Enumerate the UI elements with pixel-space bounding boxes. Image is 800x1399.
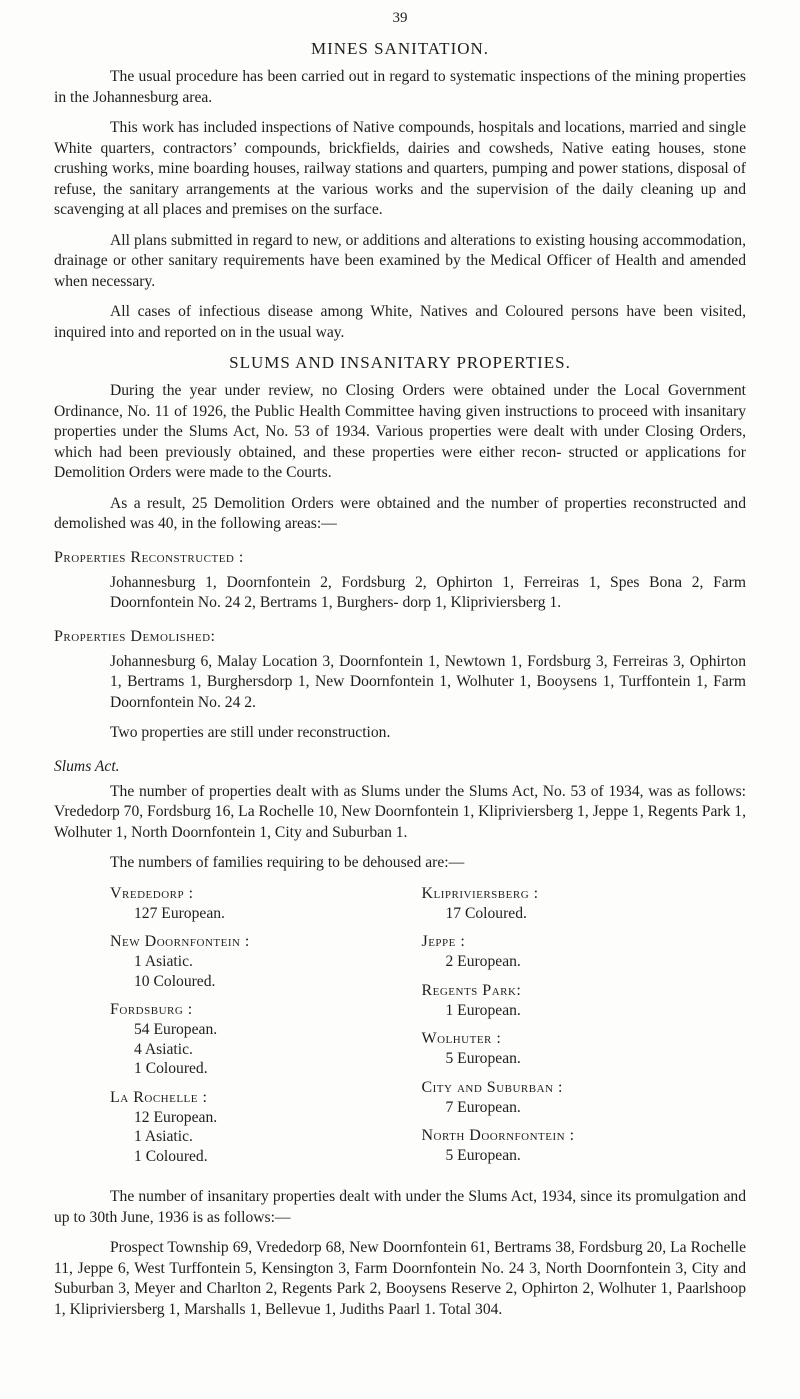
slums-act-paragraph: The number of properties dealt with as Slums under the Slums Act, No. 53 of 1934, was as follows: Vrededorp 70, Fordsburg 16, La Rochelle 10, New Doornfontein 1, Klipriviersberg 1, Jeppe 1, Regents Park 1, Wolhuter 1, North Doornfontein 1, City and Suburban 1. — [54, 782, 746, 841]
dehoused-area-name: Jeppe : — [421, 933, 466, 950]
mines-sanitation-heading: MINES SANITATION. — [310, 39, 490, 58]
mines-paragraph-3: All plans submitted in regard to new, or additions and alterations to existing housing accommodation, drainage or other sanitary requirements have been examined by the Medical Officer of Health and amended when necessary. — [54, 231, 746, 290]
slums-heading: SLUMS AND INSANITARY PROPERTIES. — [229, 353, 571, 372]
dehoused-intro: The numbers of families requiring to be dehoused are:— — [110, 854, 465, 871]
dehoused-count: 12 European. — [134, 1108, 218, 1126]
dehoused-count: 5 European. — [445, 1147, 521, 1164]
dehoused-count: 1 Asiatic. — [134, 953, 193, 970]
dehoused-group — [110, 1000, 383, 1079]
dehoused-area-name: Regents Park: — [421, 981, 522, 999]
dehoused-area-name: Vrededorp : — [110, 884, 194, 902]
dehoused-count: 2 European. — [445, 953, 521, 970]
dehoused-count: 17 Coloured. — [445, 904, 527, 922]
dehoused-count: 54 European. — [134, 1021, 218, 1038]
dehoused-group — [421, 932, 746, 972]
page-number: 39 — [392, 10, 408, 26]
dehoused-area-name: La Rochelle : — [110, 1088, 208, 1106]
dehoused-area-name: Fordsburg : — [110, 1001, 193, 1018]
dehoused-left-column — [54, 884, 383, 1176]
under-reconstruction-note: Two properties are still under reconstruction. — [110, 724, 391, 741]
dehoused-count: 10 Coloured. — [134, 972, 216, 990]
dehoused-right-column — [383, 884, 746, 1176]
dehoused-area-name: Klipriviersberg : — [421, 884, 539, 902]
dehoused-group — [110, 884, 383, 924]
dehoused-group — [421, 981, 746, 1021]
dehoused-group — [110, 932, 383, 991]
dehoused-group — [421, 1126, 746, 1166]
dehoused-area-name: City and Suburban : — [421, 1078, 563, 1096]
insanitary-intro: The number of insanitary properties dealt with under the Slums Act, 1934, since its promulgation and up to 30th June, 1936 is as follows:— — [54, 1188, 746, 1226]
reconstructed-list: Johannesburg 1, Doornfontein 2, Fordsburg 2, Ophirton 1, Ferreiras 1, Spes Bona 2, Farm Doornfontein No. 24 2, Bertrams 1, Burghers- dorp 1, Klipriviersberg 1. — [110, 573, 746, 611]
dehoused-group — [421, 884, 746, 924]
dehoused-group — [421, 1029, 746, 1069]
dehoused-count: 7 European. — [445, 1098, 521, 1116]
dehoused-count: 1 European. — [445, 1001, 521, 1019]
dehoused-count: 1 Asiatic. — [134, 1128, 193, 1145]
dehoused-area-name: Wolhuter : — [421, 1030, 502, 1047]
slums-paragraph-2: As a result, 25 Demolition Orders were obtained and the number of properties reconstructed and demolished was 40, in the following areas:— — [54, 494, 746, 532]
mines-paragraph-4: All cases of infectious disease among White, Natives and Coloured persons have been visited, inquired into and reported on in the usual way. — [54, 303, 746, 341]
dehoused-count: 5 European. — [445, 1050, 521, 1067]
dehoused-group — [110, 1088, 383, 1167]
mines-paragraph-1: The usual procedure has been carried out in regard to systematic inspections of the mining properties in the Johannesburg area. — [54, 68, 746, 106]
demolished-list: Johannesburg 6, Malay Location 3, Doornfontein 1, Newtown 1, Fordsburg 3, Ferreiras 3, Ophirton 1, Bertrams 1, Burghersdorp 1, New Doornfontein 1, Wolhuter 1, Booysens 1, Turffontein 1, Farm Doornfontein No. 24 2. — [110, 652, 746, 711]
insanitary-list: Prospect Township 69, Vrededorp 68, New Doornfontein 61, Bertrams 38, Fordsburg 20, La Rochelle 11, Jeppe 6, West Turffontein 5, Kensington 3, Farm Doornfontein No. 24 3, North Doornfontein 3, City and Suburban 3, Meyer and Charlton 2, Regents Park 2, Booysens Reserve 2, Ophirton 2, Wolhuter 1, Paarlshoop 1, Klipriviersberg 1, Marshalls 1, Bellevue 1, Judiths Paarl 1. Total 304. — [54, 1239, 746, 1318]
dehoused-columns — [54, 884, 746, 1176]
dehoused-area-name: North Doornfontein : — [421, 1127, 575, 1144]
dehoused-area-name: New Doornfontein : — [110, 933, 250, 950]
dehoused-count: 4 Asiatic. — [134, 1040, 193, 1058]
dehoused-count: 127 European. — [134, 904, 225, 922]
dehoused-count: 1 Coloured. — [134, 1147, 208, 1165]
demolished-heading: Properties Demolished: — [54, 627, 216, 645]
slums-act-heading: Slums Act. — [54, 757, 120, 775]
dehoused-count: 1 Coloured. — [134, 1060, 208, 1077]
dehoused-group — [421, 1078, 746, 1118]
mines-paragraph-2: This work has included inspections of Native compounds, hospitals and locations, married and single White quarters, contractors’ compounds, brickfields, dairies and cowsheds, Native eating houses, stone crushing works, mine boarding houses, railway stations and quarters, pumping and power stations, disposal of refuse, the sanitary arrangements at the various works and the supervision of the daily cleaning up and scavenging at all places and premises on the surface. — [54, 119, 746, 218]
slums-paragraph-1: During the year under review, no Closing Orders were obtained under the Local Government Ordinance, No. 11 of 1926, the Public Health Committee having given instructions to proceed with insanitary properties under the Slums Act, No. 53 of 1934. Various properties were dealt with under Closing Orders, which had been previously obtained, and these properties were either recon- structed or applications for Demolition Orders were made to the Courts. — [54, 382, 746, 481]
reconstructed-heading: Properties Reconstructed : — [54, 548, 244, 566]
